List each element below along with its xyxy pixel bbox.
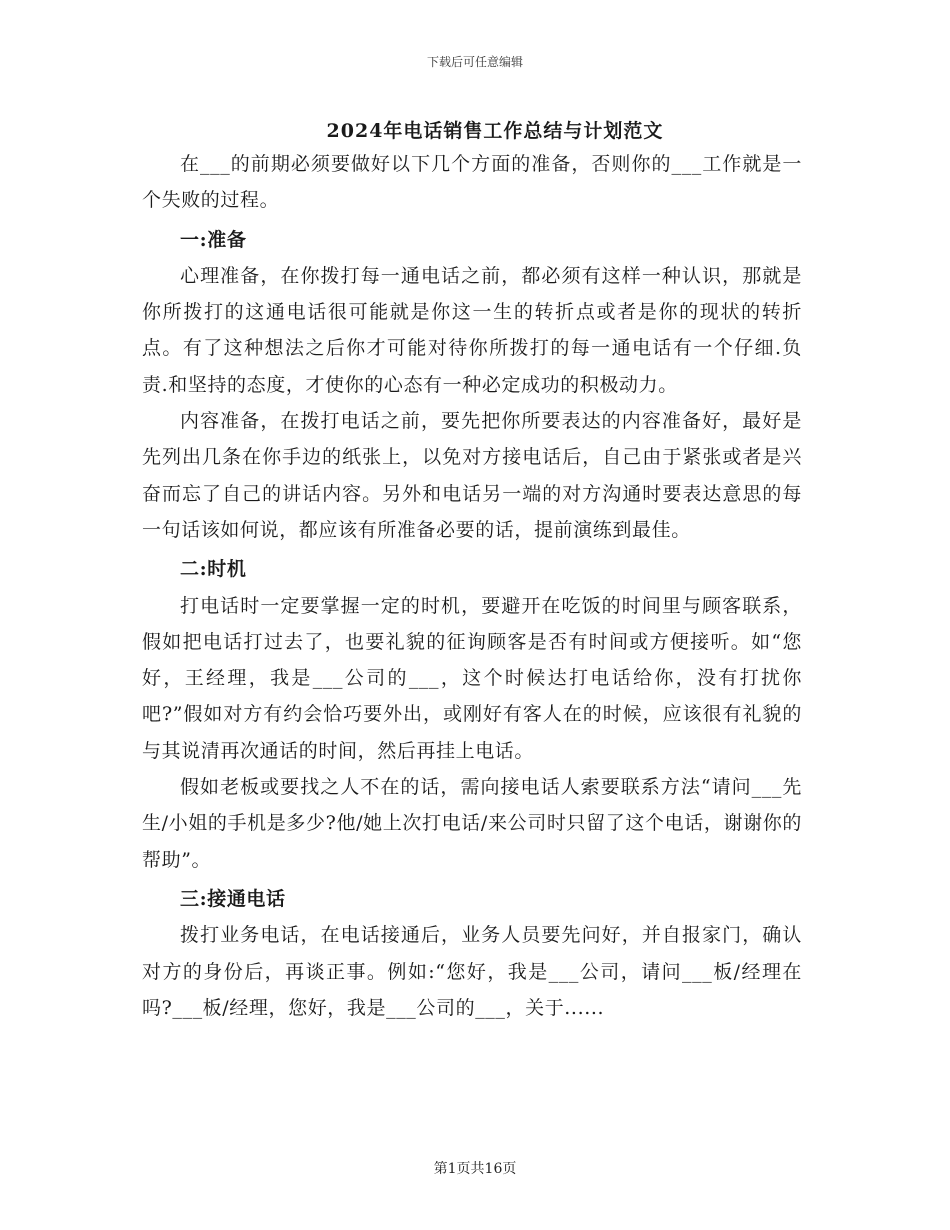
paragraph-connect-call: 拨打业务电话，在电话接通后，业务人员要先问好，并自报家门，确认对方的身份后，再谈正事。例如:“您好，我是___公司，请问___板/经理在吗?___板/经理，您好，我是___公司的___，关于...... xyxy=(142,924,802,1019)
page-number-footer: 第1页共16页 xyxy=(433,1161,517,1177)
page-header-note: 下载后可任意编辑 xyxy=(426,55,523,69)
paragraph-mental-preparation: 心理准备，在你拨打每一通电话之前，都必须有这样一种认识，那就是你所拨打的这通电话很可能就是你这一生的转折点或者是你的现状的转折点。有了这种想法之后你才可能对待你所拨打的每一通电话有一个仔细.负责.和坚持的态度，才使你的心态有一种必定成功的积极动力。 xyxy=(142,264,802,396)
section-heading-timing: 二:时机 xyxy=(180,558,247,581)
document-title: 2024年电话销售工作总结与计划范文 xyxy=(326,120,664,142)
document-body xyxy=(142,146,802,1026)
section-heading-connect-call: 三:接通电话 xyxy=(180,887,286,910)
paragraph-content-preparation: 内容准备，在拨打电话之前，要先把你所要表达的内容准备好，最好是先列出几条在你手边的纸张上，以免对方接电话后，自己由于紧张或者是兴奋而忘了自己的讲话内容。另外和电话另一端的对方沟通时要表达意思的每一句话该如何说，都应该有所准备必要的话，提前演练到最佳。 xyxy=(142,410,802,541)
intro-paragraph: 在___的前期必须要做好以下几个方面的准备，否则你的___工作就是一个失败的过程。 xyxy=(142,153,802,212)
section-heading-preparation: 一:准备 xyxy=(180,228,247,251)
paragraph-timing: 打电话时一定要掌握一定的时机，要避开在吃饭的时间里与顾客联系，假如把电话打过去了，也要礼貌的征询顾客是否有时间或方便接听。如“您好，王经理，我是___公司的___，这个时候达打电话给你，没有打扰你吧?”假如对方有约会恰巧要外出，或刚好有客人在的时候，应该很有礼貌的与其说清再次通话的时间，然后再挂上电话。 xyxy=(142,594,802,762)
paragraph-boss-absent: 假如老板或要找之人不在的话，需向接电话人索要联系方法“请问___先生/小姐的手机是多少?他/她上次打电话/来公司时只留了这个电话，谢谢你的帮助”。 xyxy=(142,776,802,871)
